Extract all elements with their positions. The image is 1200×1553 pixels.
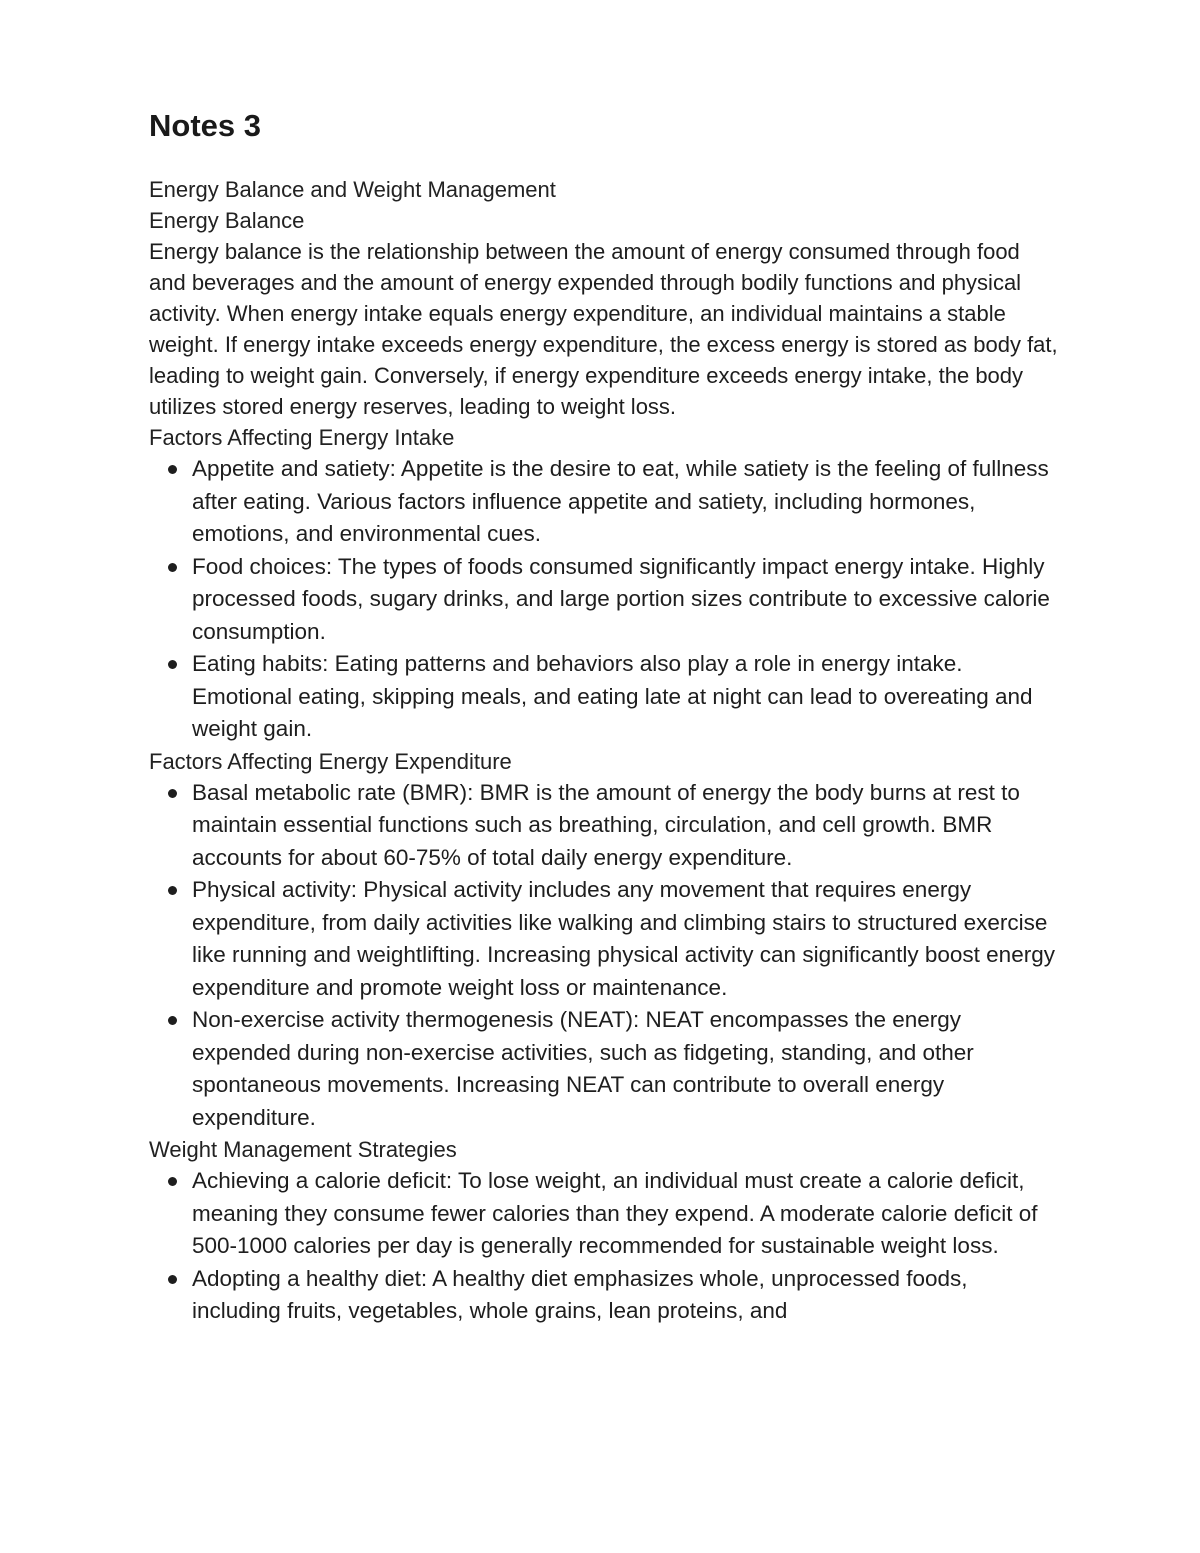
page-title: Notes 3 (149, 108, 261, 143)
list-item-text: Food choices: The types of foods consumed significantly impact energy intake. Highly processed foods, sugary drinks, and large portion sizes contribute to excessive calorie consumption. (192, 553, 1050, 644)
bullet-icon (168, 660, 177, 669)
sub-heading: Energy Balance (149, 208, 305, 233)
list-item-text: Appetite and satiety: Appetite is the desire to eat, while satiety is the feeling of fullness after eating. Various factors influence appetite and satiety, including hormones, emotions, and environmental cues. (192, 456, 1049, 546)
bullet-icon (168, 1275, 177, 1284)
bullet-icon (168, 1016, 177, 1025)
bullet-icon (168, 465, 177, 474)
list-item (149, 1263, 1059, 1328)
main-heading: Energy Balance and Weight Management (149, 177, 556, 202)
list-item (149, 453, 1059, 551)
energy-expenditure-list (149, 777, 1059, 1135)
section-heading-energy-expenditure: Factors Affecting Energy Expenditure (149, 748, 512, 774)
list-item-text: Adopting a healthy diet: A healthy diet emphasizes whole, unprocessed foods, including fruits, vegetables, whole grains, lean proteins, and (192, 1265, 968, 1323)
list-item-text: Basal metabolic rate (BMR): BMR is the amount of energy the body burns at rest to maintain essential functions such as breathing, circulation, and cell growth. BMR accounts for about 60-75% of total daily energy expenditure. (192, 779, 1020, 870)
bullet-icon (168, 1177, 177, 1186)
list-item (149, 874, 1059, 1004)
section-heading-energy-intake: Factors Affecting Energy Intake (149, 425, 455, 450)
bullet-icon (168, 886, 177, 895)
list-item (149, 551, 1059, 649)
document-page (149, 104, 1059, 1328)
weight-management-list (149, 1165, 1059, 1328)
list-item-text: Physical activity: Physical activity includes any movement that requires energy expenditure, from daily activities like walking and climbing stairs to structured exercise like running and weightlifting. Increasing physical activity can significantly boost energy expenditure and promote weight loss or maintenance. (192, 877, 1055, 1000)
list-item-text: Non-exercise activity thermogenesis (NEAT): NEAT encompasses the energy expended during non-exercise activities, such as fidgeting, standing, and other spontaneous movements. Increasing NEAT can contribute to overall energy expenditure. (192, 1007, 974, 1130)
list-item-text: Eating habits: Eating patterns and behaviors also play a role in energy intake. Emotional eating, skipping meals, and eating late at night can lead to overeating and weight gain. (192, 651, 1033, 741)
bullet-icon (168, 563, 177, 572)
list-item (149, 777, 1059, 875)
energy-intake-list (149, 453, 1059, 746)
section-heading-weight-management: Weight Management Strategies (149, 1137, 457, 1162)
bullet-icon (168, 789, 177, 798)
list-item (149, 648, 1059, 746)
list-item-text: Achieving a calorie deficit: To lose weight, an individual must create a calorie deficit, meaning they consume fewer calories than they expend. A moderate calorie deficit of 500-1000 calories per day is generally recommended for sustainable weight loss. (192, 1168, 1038, 1258)
list-item (149, 1004, 1059, 1134)
intro-paragraph: Energy balance is the relationship between the amount of energy consumed through food and beverages and the amount of energy expended through bodily functions and physical activity. When energy intake equals energy expenditure, an individual maintains a stable weight. If energy intake exceeds energy expenditure, the excess energy is stored as body fat, leading to weight gain. Conversely, if energy expenditure exceeds energy intake, the body utilizes stored energy reserves, leading to weight loss. (149, 239, 1058, 419)
list-item (149, 1165, 1059, 1263)
